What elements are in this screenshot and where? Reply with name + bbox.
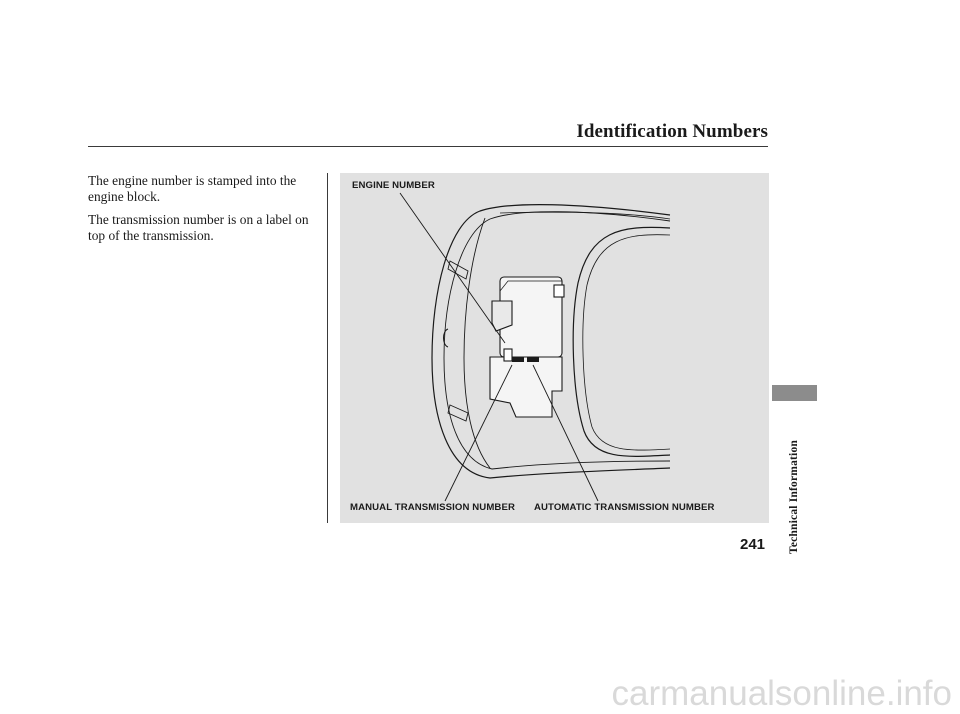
page-number: 241 <box>740 536 766 553</box>
column-divider <box>327 173 328 523</box>
manual-transmission-number-callout: MANUAL TRANSMISSION NUMBER <box>350 502 515 513</box>
section-tab-marker <box>772 385 817 401</box>
engine-number-callout: ENGINE NUMBER <box>352 180 435 191</box>
section-title: Identification Numbers <box>576 121 768 142</box>
engine-number-paragraph: The engine number is stamped into the engine block. <box>88 173 297 204</box>
header-rule <box>88 146 768 147</box>
section-side-label: Technical Information <box>788 440 800 554</box>
car-front-diagram <box>340 173 769 523</box>
watermark: carmanualsonline.info <box>611 674 952 713</box>
automatic-transmission-number-callout: AUTOMATIC TRANSMISSION NUMBER <box>534 502 715 513</box>
transmission-number-paragraph: The transmission number is on a label on top of the transmission. <box>88 212 309 243</box>
engine-bay-illustration <box>340 173 769 523</box>
